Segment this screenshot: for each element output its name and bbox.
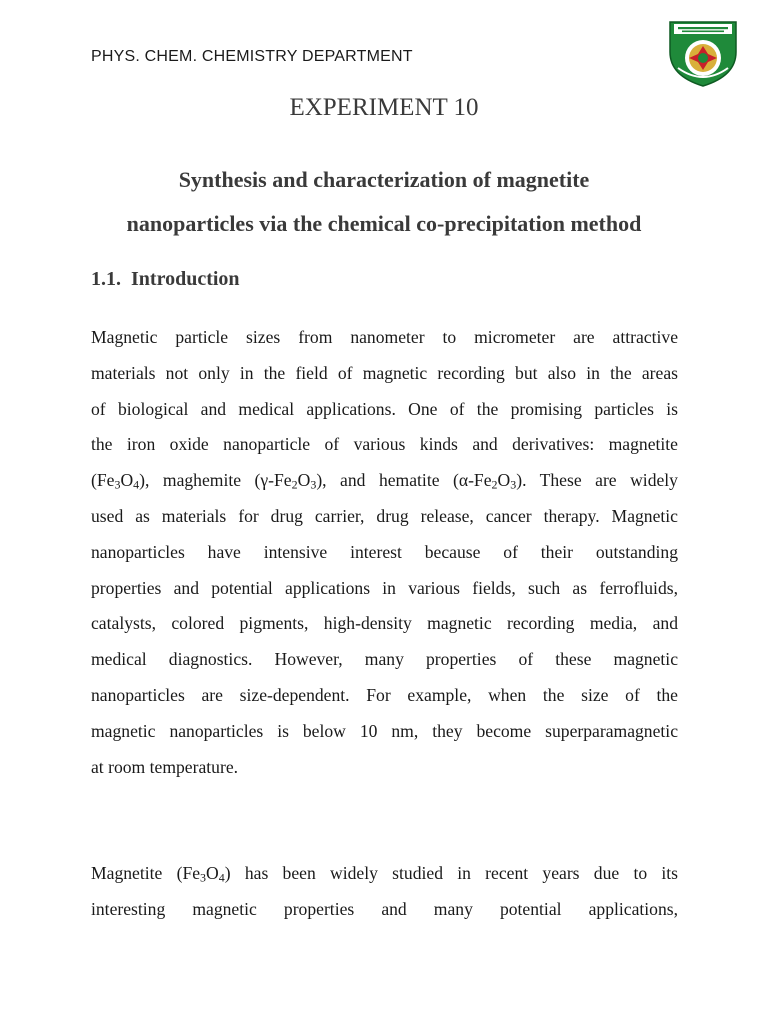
section-title: Introduction: [131, 268, 240, 290]
department-header: PHYS. CHEM. CHEMISTRY DEPARTMENT: [91, 48, 413, 65]
paragraph-line: materials not only in the field of magnetic recording but also in the areas: [91, 362, 678, 383]
title-line: Synthesis and characterization of magnetite: [178, 167, 590, 192]
title-line: nanoparticles via the chemical co-precipitation method: [126, 211, 642, 236]
paragraph-line: magnetic nanoparticles is below 10 nm, they become superparamagnetic: [91, 720, 678, 741]
paragraph-line: interesting magnetic properties and many potential applications,: [91, 898, 678, 919]
experiment-title: EXPERIMENT 10: [289, 94, 479, 121]
paragraph-line: the iron oxide nanoparticle of various kinds and derivatives: magnetite: [91, 434, 678, 455]
paragraph-line: $(Fe_3O_4)$, maghemite $(\gamma-Fe_2O_3)$, and hematite $(\alpha-Fe_2O_3)$. These are widely: [91, 470, 678, 492]
section-number: 1.1.: [91, 268, 121, 290]
paragraph-line: Magnetic particle sizes from nanometer to micrometer are attractive: [91, 327, 678, 347]
paragraph-line: Magnetite $(Fe_3O_4)$ has been widely studied in recent years due to its: [91, 863, 679, 885]
paragraph-line: used as materials for drug carrier, drug release, cancer therapy. Magnetic: [91, 505, 678, 526]
document-title: [80, 158, 688, 246]
introduction-paragraph: [91, 320, 678, 785]
paragraph-line: catalysts, colored pigments, high-density magnetic recording media, and: [91, 613, 678, 634]
paragraph-line: at room temperature.: [91, 756, 239, 777]
paragraph-line: medical diagnostics. However, many properties of these magnetic: [91, 649, 678, 670]
paragraph-line: properties and potential applications in various fields, such as ferrofluids,: [91, 577, 678, 598]
paragraph-line: of biological and medical applications. One of the promising particles is: [91, 398, 678, 419]
section-heading: [91, 268, 240, 291]
paragraph-line: nanoparticles have intensive interest because of their outstanding: [91, 541, 678, 562]
magnetite-paragraph: [91, 856, 678, 928]
paragraph-line: nanoparticles are size-dependent. For example, when the size of the: [91, 684, 678, 705]
university-logo: [664, 16, 742, 88]
